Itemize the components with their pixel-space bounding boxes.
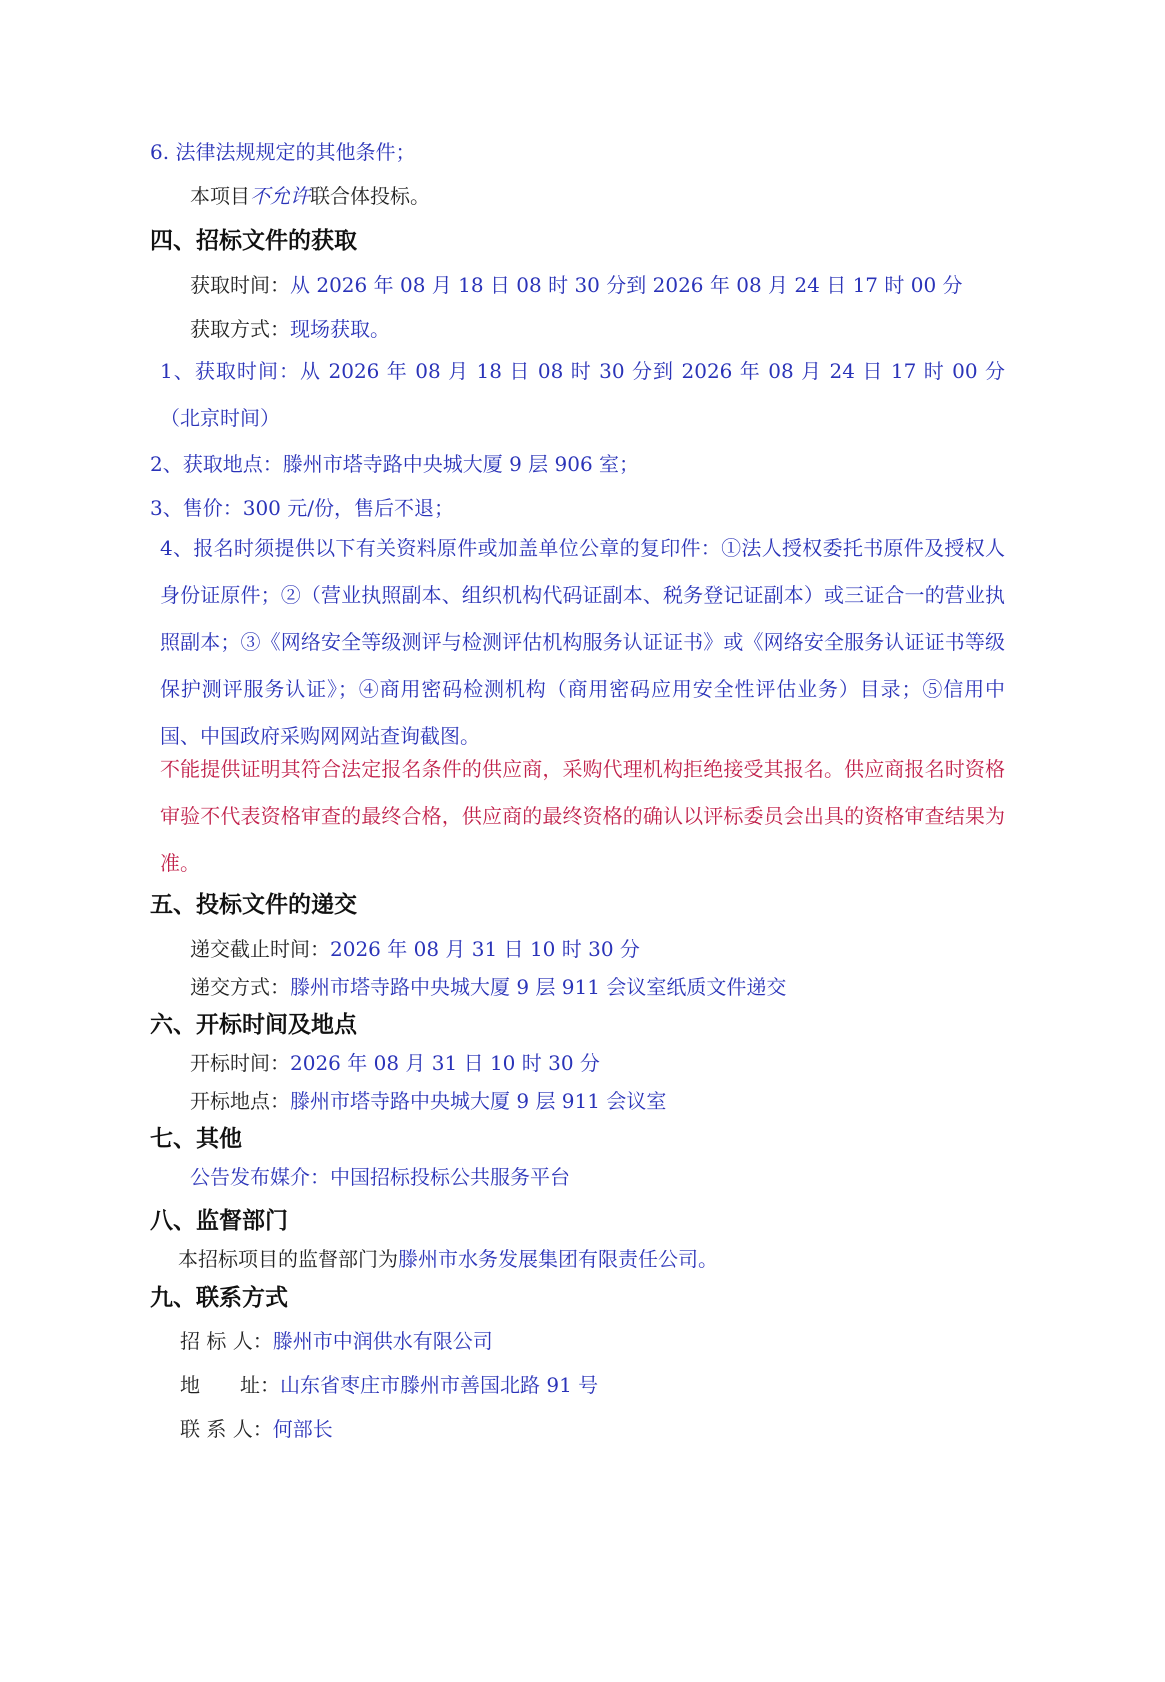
section-heading-4: 四、招标文件的获取 xyxy=(150,228,357,254)
acquire-time xyxy=(190,271,963,299)
tenderer-label: 招 标 人： xyxy=(180,1329,273,1353)
acquire-item-3: 3、售价：300 元/份，售后不退； xyxy=(150,496,454,520)
opening-time-value: 2026 年 08 月 31 日 10 时 30 分 xyxy=(290,1051,600,1075)
acquire-method-value: 现场获取。 xyxy=(290,317,390,341)
consortium-emphasis: 不允许 xyxy=(250,184,310,208)
submit-deadline-value: 2026 年 08 月 31 日 10 时 30 分 xyxy=(330,937,640,961)
tenderer-value: 滕州市中润供水有限公司 xyxy=(272,1329,493,1353)
consortium-note xyxy=(190,182,430,210)
acquire-method-label: 获取方式： xyxy=(190,317,290,341)
contact-row xyxy=(180,1415,333,1443)
opening-place-label: 开标地点： xyxy=(190,1089,290,1113)
section-heading-7: 七、其他 xyxy=(150,1126,242,1152)
consortium-prefix: 本项目 xyxy=(190,184,250,208)
supervision-value: 滕州市水务发展集团有限责任公司。 xyxy=(398,1247,718,1271)
submit-method-label: 递交方式： xyxy=(190,975,290,999)
acquire-time-value: 从 2026 年 08 月 18 日 08 时 30 分到 2026 年 08 月 24 日 17 时 00 分 xyxy=(290,273,963,297)
contact-value: 何部长 xyxy=(272,1417,333,1441)
opening-time xyxy=(190,1049,600,1077)
acquire-item-4: 4、报名时须提供以下有关资料原件或加盖单位公章的复印件：①法人授权委托书原件及授权人身份证原件；②（营业执照副本、组织机构代码证副本、税务登记证副本）或三证合一的营业执照副本；③《网络安全等级测评与检测评估机构服务认证证书》或《网络安全服务认证证书等级保护测评服务认证》；④商用密码检测机构（商用密码应用安全性评估业务）目录；⑤信用中国、中国政府采购网网站查询截图。 xyxy=(160,536,1005,748)
section-heading-5: 五、投标文件的递交 xyxy=(150,892,357,918)
acquire-item-1: 1、获取时间：从 2026 年 08 月 18 日 08 时 30 分到 2026 年 08 月 24 日 17 时 00 分（北京时间） xyxy=(160,359,1005,430)
tenderer-row xyxy=(180,1327,493,1355)
supervision-dept xyxy=(178,1245,718,1273)
contact-label: 联 系 人： xyxy=(180,1417,273,1441)
supervision-prefix: 本招标项目的监督部门为 xyxy=(178,1247,398,1271)
opening-place-value: 滕州市塔寺路中央城大厦 9 层 911 会议室 xyxy=(290,1089,667,1113)
acquire-time-label: 获取时间： xyxy=(190,273,290,297)
registration-note: 不能提供证明其符合法定报名条件的供应商，采购代理机构拒绝接受其报名。供应商报名时资格审验不代表资格审查的最终合格，供应商的最终资格的确认以评标委员会出具的资格审查结果为准。 xyxy=(160,757,1005,875)
condition-item-6: 6. 法律法规规定的其他条件； xyxy=(150,140,416,164)
address-label: 地 址： xyxy=(180,1373,280,1397)
address-value: 山东省枣庄市滕州市善国北路 91 号 xyxy=(280,1373,599,1397)
publication-media: 公告发布媒介：中国招标投标公共服务平台 xyxy=(190,1165,570,1189)
submit-deadline xyxy=(190,935,640,963)
acquire-method xyxy=(190,315,390,343)
consortium-suffix: 联合体投标。 xyxy=(310,184,430,208)
section-heading-8: 八、监督部门 xyxy=(150,1208,288,1234)
section-heading-6: 六、开标时间及地点 xyxy=(150,1012,357,1038)
section-heading-9: 九、联系方式 xyxy=(150,1285,288,1311)
acquire-item-2: 2、获取地点：滕州市塔寺路中央城大厦 9 层 906 室； xyxy=(150,452,640,476)
opening-place xyxy=(190,1087,666,1115)
submit-method xyxy=(190,973,786,1001)
submit-method-value: 滕州市塔寺路中央城大厦 9 层 911 会议室纸质文件递交 xyxy=(290,975,787,999)
submit-deadline-label: 递交截止时间： xyxy=(190,937,330,961)
opening-time-label: 开标时间： xyxy=(190,1051,290,1075)
address-row xyxy=(180,1371,598,1399)
